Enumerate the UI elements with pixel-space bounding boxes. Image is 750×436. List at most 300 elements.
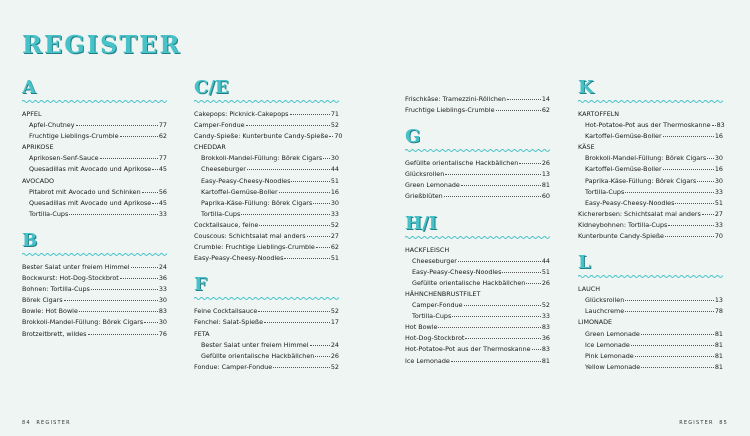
leader-dots bbox=[532, 344, 541, 350]
entry-text: Easy-Peasy-Cheesy-Noodles bbox=[194, 254, 284, 263]
section-letter: K bbox=[578, 77, 594, 98]
page-number-right: 85 bbox=[719, 420, 728, 426]
leader-dots bbox=[142, 187, 158, 193]
entry-page: 33 bbox=[158, 285, 167, 294]
entry-page: 30 bbox=[714, 154, 723, 163]
index-entry bbox=[578, 120, 723, 131]
entry-page: 24 bbox=[330, 340, 339, 349]
index-entry bbox=[405, 158, 550, 169]
entry-text: Brokkoli-Mandel-Füllung: Börek Cigars bbox=[585, 154, 707, 163]
leader-dots bbox=[665, 231, 714, 237]
entry-text: Apfel-Chutney bbox=[29, 121, 75, 130]
entry-text: Cheeseburger bbox=[201, 165, 246, 174]
entry-text: Tortilla-Cups bbox=[201, 209, 241, 218]
index-entry bbox=[22, 295, 167, 306]
entry-page: 51 bbox=[330, 254, 339, 263]
leader-dots bbox=[290, 109, 330, 115]
index-entry bbox=[578, 164, 723, 175]
index-section bbox=[194, 77, 343, 264]
entry-text: Gefüllte orientalische Hackbällchen bbox=[405, 159, 519, 168]
entry-page: 30 bbox=[330, 154, 339, 163]
index-entry bbox=[22, 109, 167, 120]
index-section bbox=[405, 214, 550, 367]
leader-dots bbox=[631, 340, 714, 346]
entry-page: 14 bbox=[541, 95, 550, 103]
leader-dots bbox=[120, 131, 158, 137]
entry-page: 44 bbox=[330, 165, 339, 174]
leader-dots bbox=[313, 198, 330, 204]
entry-page: 16 bbox=[714, 165, 723, 174]
entry-page: 52 bbox=[330, 307, 339, 316]
index-entry bbox=[405, 105, 550, 116]
section-letter: G bbox=[405, 126, 421, 148]
leader-dots bbox=[663, 164, 714, 170]
leader-dots bbox=[264, 317, 330, 323]
entry-text: Hot-Potatoe-Pot aus der Thermoskanne bbox=[405, 345, 531, 354]
index-entry bbox=[22, 198, 167, 209]
leader-dots bbox=[668, 220, 714, 226]
entry-text: Quesadillas mit Avocado und Aprikose bbox=[29, 165, 152, 174]
leader-dots bbox=[323, 153, 330, 159]
entry-page: 13 bbox=[714, 296, 723, 305]
entry-page: 56 bbox=[158, 187, 167, 196]
index-entry bbox=[22, 176, 167, 187]
entry-page: 26 bbox=[541, 278, 550, 287]
index-entry bbox=[22, 164, 167, 175]
leader-dots bbox=[625, 306, 714, 312]
index-entry bbox=[578, 317, 723, 328]
index-entry bbox=[578, 295, 723, 306]
entry-text: Pitabrot mit Avocado und Schinken bbox=[29, 187, 141, 196]
index-entry bbox=[578, 187, 723, 198]
leader-dots bbox=[152, 198, 158, 204]
index-entry bbox=[194, 253, 339, 264]
index-entry bbox=[194, 109, 339, 120]
section-letter: H/I bbox=[405, 212, 438, 234]
leader-dots bbox=[259, 220, 330, 226]
entry-text: Green Lemonade bbox=[405, 181, 460, 190]
entry-text: Cheeseburger bbox=[412, 256, 457, 265]
entry-page: 51 bbox=[541, 267, 550, 276]
entry-text: LIMONADE bbox=[578, 318, 613, 327]
leader-dots bbox=[279, 187, 330, 193]
entry-page: 30 bbox=[714, 176, 723, 185]
entry-page: 13 bbox=[541, 170, 550, 179]
entry-page: 24 bbox=[158, 262, 167, 271]
entry-page: 16 bbox=[714, 132, 723, 141]
leader-dots bbox=[445, 169, 541, 175]
index-entry bbox=[405, 256, 550, 267]
leader-dots bbox=[697, 176, 714, 182]
entry-text: Ice Lemonade bbox=[585, 340, 630, 349]
entry-text: Kichererbsen: Schichtsalat mal anders bbox=[578, 209, 701, 218]
index-entry bbox=[22, 317, 167, 328]
entry-text: Kartoffel-Gemüse-Boller bbox=[201, 187, 278, 196]
index-entry bbox=[578, 153, 723, 164]
entry-text: Brotzeitbrett, wildes bbox=[22, 329, 87, 338]
index-entry bbox=[405, 245, 550, 256]
entry-page: 81 bbox=[541, 181, 550, 190]
index-entry bbox=[22, 153, 167, 164]
entry-text: Cocktailsauce, feine bbox=[194, 220, 259, 229]
wave-divider-icon bbox=[194, 99, 339, 104]
entry-page: 36 bbox=[541, 334, 550, 343]
leader-dots bbox=[438, 322, 540, 328]
entry-text: Hot Bowle bbox=[405, 323, 438, 332]
index-entry bbox=[405, 322, 550, 333]
leader-dots bbox=[100, 153, 158, 159]
leader-dots bbox=[246, 120, 330, 126]
index-entry bbox=[578, 176, 723, 187]
entry-text: Fruchtige Lieblings-Crumble bbox=[29, 132, 119, 141]
entry-text: KARTOFFELN bbox=[578, 110, 620, 118]
index-entry bbox=[578, 131, 723, 142]
entry-text: Tortilla-Cups bbox=[412, 312, 452, 321]
entry-page: 52 bbox=[330, 121, 339, 130]
index-section bbox=[578, 78, 723, 242]
leader-dots bbox=[315, 351, 330, 357]
leader-dots bbox=[120, 273, 158, 279]
index-entry bbox=[194, 176, 339, 187]
index-column-4 bbox=[578, 78, 723, 384]
entry-text: HACKFLEISCH bbox=[405, 245, 450, 254]
entry-text: Glücksrollen bbox=[405, 170, 445, 179]
entry-page: 81 bbox=[714, 329, 723, 338]
index-entry bbox=[194, 306, 339, 317]
entry-page: 45 bbox=[158, 198, 167, 207]
leader-dots bbox=[519, 158, 541, 164]
entry-page: 17 bbox=[330, 318, 339, 327]
index-entry bbox=[578, 209, 723, 220]
entry-text: Gefüllte orientalische Hackbällchen bbox=[412, 278, 526, 287]
entry-text: Camper-Fondue bbox=[194, 121, 245, 130]
index-entry bbox=[405, 289, 550, 300]
entry-text: Easy-Peasy-Cheesy-Noodles bbox=[412, 267, 502, 276]
entry-text: Bester Salat unter freiem Himmel bbox=[22, 262, 130, 271]
index-section bbox=[22, 78, 167, 220]
leader-dots bbox=[310, 340, 330, 346]
index-entry bbox=[405, 278, 550, 289]
footer-right bbox=[679, 420, 728, 426]
section-letter: L bbox=[578, 252, 591, 274]
leader-dots bbox=[625, 295, 714, 301]
index-entry bbox=[405, 267, 550, 278]
leader-dots bbox=[507, 94, 541, 100]
index-entry bbox=[22, 131, 167, 142]
leader-dots bbox=[76, 120, 158, 126]
leader-dots bbox=[247, 164, 330, 170]
leader-dots bbox=[458, 256, 541, 262]
leader-dots bbox=[465, 333, 540, 339]
entry-page: 52 bbox=[541, 301, 550, 310]
entry-text: Fondue: Camper-Fondue bbox=[194, 362, 273, 371]
leader-dots bbox=[69, 209, 158, 215]
entry-text: Brokkoli-Mandel-Füllung: Börek Cigars bbox=[201, 154, 323, 163]
entry-text: Cakepops: Picknick-Cakepops bbox=[194, 110, 289, 118]
leader-dots bbox=[452, 311, 541, 317]
index-section bbox=[22, 231, 167, 340]
section-letter: F bbox=[194, 274, 207, 296]
index-entry bbox=[405, 300, 550, 311]
index-entry bbox=[578, 231, 723, 242]
index-entry bbox=[194, 220, 339, 231]
leader-dots bbox=[316, 242, 330, 248]
index-column-1 bbox=[22, 78, 167, 351]
entry-page: 26 bbox=[541, 159, 550, 168]
entry-page: 52 bbox=[330, 220, 339, 229]
index-entry bbox=[22, 187, 167, 198]
entry-text: Yellow Lemonade bbox=[585, 362, 641, 371]
leader-dots bbox=[702, 209, 714, 215]
index-column-2 bbox=[194, 77, 343, 384]
entry-text: FETA bbox=[194, 329, 210, 338]
entry-text: Green Lemonade bbox=[585, 329, 640, 338]
entry-page: 33 bbox=[714, 220, 723, 229]
entry-page: 33 bbox=[541, 312, 550, 321]
leader-dots bbox=[451, 356, 541, 362]
index-section bbox=[578, 253, 723, 373]
entry-page: 77 bbox=[158, 154, 167, 163]
entry-text: Kidneybohnen: Tortilla-Cups bbox=[578, 220, 668, 229]
leader-dots bbox=[712, 120, 716, 126]
index-entry bbox=[578, 109, 723, 120]
leader-dots bbox=[464, 300, 541, 306]
entry-text: Aprikosen-Senf-Sauce bbox=[29, 154, 99, 163]
index-entry bbox=[194, 164, 339, 175]
entry-page: 27 bbox=[330, 232, 339, 241]
entry-page: 83 bbox=[716, 121, 725, 130]
entry-text: Grießblüten bbox=[405, 192, 443, 201]
entry-page: 44 bbox=[541, 256, 550, 265]
entry-text: Bowle: Hot Bowle bbox=[22, 307, 78, 316]
entry-text: Tortilla-Cups bbox=[585, 187, 625, 196]
entry-text: Frischkäse: Tramezzini-Röllchen bbox=[405, 95, 506, 103]
leader-dots bbox=[496, 105, 541, 111]
footer-label-right: REGISTER bbox=[679, 420, 714, 426]
leader-dots bbox=[663, 131, 714, 137]
index-entry bbox=[194, 187, 339, 198]
entry-page: 30 bbox=[158, 318, 167, 327]
entry-page: 83 bbox=[541, 323, 550, 332]
leader-dots bbox=[707, 153, 714, 159]
wave-divider-icon bbox=[578, 99, 723, 104]
index-entry bbox=[578, 362, 723, 373]
entry-page: 27 bbox=[714, 209, 723, 218]
entry-page: 51 bbox=[330, 176, 339, 185]
leader-dots bbox=[241, 209, 330, 215]
wave-divider-icon bbox=[405, 148, 550, 153]
entry-page: 81 bbox=[541, 356, 550, 365]
leader-dots bbox=[635, 351, 714, 357]
entry-page: 62 bbox=[330, 243, 339, 252]
entry-text: Easy-Peasy-Cheesy-Noodles bbox=[201, 176, 291, 185]
index-section bbox=[405, 127, 550, 202]
footer-left bbox=[22, 420, 71, 426]
index-entry bbox=[578, 220, 723, 231]
index-entry bbox=[578, 284, 723, 295]
index-entry bbox=[578, 351, 723, 362]
index-entry bbox=[194, 329, 339, 340]
index-entry bbox=[194, 362, 339, 373]
entry-page: 62 bbox=[158, 132, 167, 141]
entry-page: 81 bbox=[714, 351, 723, 360]
entry-text: LAUCH bbox=[578, 285, 601, 294]
entry-page: 76 bbox=[158, 329, 167, 338]
entry-page: 52 bbox=[330, 362, 339, 371]
index-entry bbox=[22, 262, 167, 273]
index-entry bbox=[405, 191, 550, 202]
index-entry bbox=[405, 180, 550, 191]
entry-text: Bockwurst: Hot-Dog-Stockbrot bbox=[22, 274, 119, 283]
footer-label-left: REGISTER bbox=[36, 420, 71, 426]
index-entry bbox=[22, 142, 167, 153]
index-entry bbox=[22, 306, 167, 317]
index-entry bbox=[194, 198, 339, 209]
index-column-3 bbox=[405, 94, 550, 378]
entry-page: 70 bbox=[334, 132, 343, 141]
index-entry bbox=[578, 306, 723, 317]
wave-divider-icon bbox=[194, 296, 339, 301]
index-entry bbox=[194, 131, 343, 142]
entry-text: Glücksrollen bbox=[585, 296, 625, 305]
entry-text: Kartoffel-Gemüse-Boller bbox=[585, 132, 662, 141]
entry-text: Börek Cigars bbox=[22, 296, 63, 305]
leader-dots bbox=[79, 306, 158, 312]
wave-divider-icon bbox=[22, 99, 167, 104]
entry-text: Kunterbunte Candy-Spieße bbox=[578, 232, 664, 241]
index-entry bbox=[194, 153, 339, 164]
entry-text: Fruchtige Lieblings-Crumble bbox=[405, 106, 495, 115]
entry-text: Quesadillas mit Avocado und Aprikose bbox=[29, 198, 152, 207]
entry-page: 33 bbox=[158, 209, 167, 218]
entry-page: 30 bbox=[330, 198, 339, 207]
index-entry bbox=[578, 340, 723, 351]
entry-page: 33 bbox=[330, 209, 339, 218]
entry-text: Hot-Dog-Stockbrot bbox=[405, 334, 465, 343]
leader-dots bbox=[675, 198, 713, 204]
entry-page: 51 bbox=[714, 198, 723, 207]
entry-text: APFEL bbox=[22, 110, 42, 118]
entry-text: Fenchel: Salat-Spieße bbox=[194, 318, 264, 327]
entry-text: Pink Lemonade bbox=[585, 351, 634, 360]
index-entry bbox=[194, 142, 339, 153]
entry-page: 60 bbox=[541, 192, 550, 201]
leader-dots bbox=[88, 329, 158, 335]
leader-dots bbox=[329, 131, 333, 137]
entry-text: Paprika-Käse-Füllung: Börek Cigars bbox=[585, 176, 697, 185]
index-entry bbox=[194, 231, 339, 242]
index-entry bbox=[22, 329, 167, 340]
entry-page: 62 bbox=[541, 106, 550, 115]
leader-dots bbox=[64, 295, 158, 301]
entry-page: 36 bbox=[158, 274, 167, 283]
entry-text: AVOCADO bbox=[22, 176, 55, 185]
wave-divider-icon bbox=[578, 274, 723, 279]
leader-dots bbox=[131, 262, 158, 268]
section-letter: A bbox=[22, 77, 36, 98]
entry-text: Bohnen: Tortilla-Cups bbox=[22, 285, 90, 294]
leader-dots bbox=[502, 267, 540, 273]
entry-page: 30 bbox=[158, 296, 167, 305]
leader-dots bbox=[273, 362, 330, 368]
leader-dots bbox=[526, 278, 541, 284]
entry-text: Hot-Potatoe-Pot aus der Thermoskanne bbox=[585, 121, 711, 130]
entry-page: 77 bbox=[158, 121, 167, 130]
index-entry bbox=[405, 169, 550, 180]
index-section bbox=[405, 94, 550, 116]
leader-dots bbox=[461, 180, 541, 186]
leader-dots bbox=[144, 317, 158, 323]
wave-divider-icon bbox=[405, 235, 550, 240]
entry-text: Gefüllte orientalische Hackbällchen bbox=[201, 351, 315, 360]
entry-text: KÄSE bbox=[578, 143, 595, 152]
entry-page: 78 bbox=[714, 307, 723, 316]
index-entry bbox=[22, 209, 167, 220]
leader-dots bbox=[625, 187, 714, 193]
entry-page: 83 bbox=[541, 345, 550, 354]
index-entry bbox=[405, 333, 550, 344]
leader-dots bbox=[641, 362, 714, 368]
entry-text: Tortilla-Cups bbox=[29, 209, 69, 218]
entry-text: Kartoffel-Gemüse-Boller bbox=[585, 165, 662, 174]
index-entry bbox=[194, 120, 339, 131]
entry-text: HÄHNCHENBRUSTFILET bbox=[405, 289, 481, 298]
index-entry bbox=[194, 242, 339, 253]
entry-text: Couscous: Schichtsalat mal anders bbox=[194, 232, 306, 241]
entry-text: Brokkoli-Mandel-Füllung: Börek Cigars bbox=[22, 318, 144, 327]
entry-page: 81 bbox=[714, 362, 723, 371]
index-entry bbox=[405, 94, 550, 105]
section-letter: B bbox=[22, 229, 38, 251]
entry-page: 45 bbox=[158, 165, 167, 174]
entry-page: 26 bbox=[330, 351, 339, 360]
index-entry bbox=[405, 344, 550, 355]
entry-text: Lauchcreme bbox=[585, 307, 625, 316]
index-entry bbox=[22, 284, 167, 295]
entry-text: Bester Salat unter freiem Himmel bbox=[201, 340, 309, 349]
entry-text: Paprika-Käse-Füllung: Börek Cigars bbox=[201, 198, 313, 207]
entry-page: 16 bbox=[330, 187, 339, 196]
entry-text: Easy-Peasy-Cheesy-Noodles bbox=[585, 198, 675, 207]
entry-text: APRIKOSE bbox=[22, 143, 54, 152]
page-number-left: 84 bbox=[22, 420, 31, 426]
index-entry bbox=[194, 209, 339, 220]
entry-text: Camper-Fondue bbox=[412, 301, 463, 310]
page-title: REGISTER bbox=[22, 30, 182, 59]
leader-dots bbox=[291, 176, 329, 182]
entry-text: Crumble: Fruchtige Lieblings-Crumble bbox=[194, 243, 315, 252]
entry-page: 33 bbox=[714, 187, 723, 196]
index-section bbox=[194, 275, 339, 373]
index-entry bbox=[578, 198, 723, 209]
wave-divider-icon bbox=[22, 252, 167, 257]
entry-page: 81 bbox=[714, 340, 723, 349]
leader-dots bbox=[152, 164, 158, 170]
entry-text: CHEDDAR bbox=[194, 143, 226, 152]
entry-text: Candy-Spieße: Kunterbunte Candy-Spieße bbox=[194, 132, 329, 141]
leader-dots bbox=[307, 231, 330, 237]
leader-dots bbox=[284, 253, 329, 259]
section-letter: C/E bbox=[194, 77, 229, 98]
index-entry bbox=[22, 273, 167, 284]
index-entry bbox=[194, 340, 339, 351]
entry-text: Ice Lemonade bbox=[405, 356, 450, 365]
index-entry bbox=[578, 142, 723, 153]
leader-dots bbox=[641, 329, 714, 335]
index-entry bbox=[578, 329, 723, 340]
entry-text: Feine Cocktailsauce bbox=[194, 307, 258, 316]
leader-dots bbox=[258, 306, 330, 312]
